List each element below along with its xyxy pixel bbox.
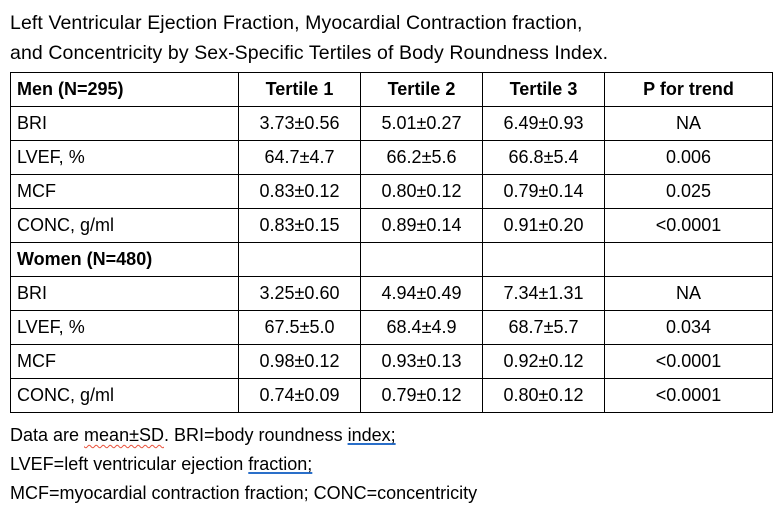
results-table bbox=[10, 72, 773, 413]
table-row bbox=[11, 345, 773, 379]
cell-tertile-1: 3.25±0.60 bbox=[239, 277, 361, 311]
table-row bbox=[11, 277, 773, 311]
footnote-1-text-a: Data are bbox=[10, 425, 85, 445]
column-header-p-for-trend: P for trend bbox=[605, 73, 773, 107]
cell-tertile-3: 66.8±5.4 bbox=[483, 141, 605, 175]
cell-tertile-1: 0.74±0.09 bbox=[239, 379, 361, 413]
table-row bbox=[11, 107, 773, 141]
cell-tertile-1: 3.73±0.56 bbox=[239, 107, 361, 141]
cell-p-value: <0.0001 bbox=[605, 379, 773, 413]
cell-tertile-1: 0.83±0.12 bbox=[239, 175, 361, 209]
table-group-row-women bbox=[11, 243, 773, 277]
footnote-line-2 bbox=[10, 450, 772, 479]
table-row bbox=[11, 175, 773, 209]
table-header-row bbox=[11, 73, 773, 107]
row-label: CONC, g/ml bbox=[11, 379, 239, 413]
cell-tertile-2: 0.80±0.12 bbox=[361, 175, 483, 209]
cell-tertile-2: 68.4±4.9 bbox=[361, 311, 483, 345]
row-label: LVEF, % bbox=[11, 311, 239, 345]
page-title bbox=[10, 8, 772, 68]
row-label: MCF bbox=[11, 345, 239, 379]
footnote-1-underlined-term: index; bbox=[347, 425, 396, 445]
cell-p-value: <0.0001 bbox=[605, 209, 773, 243]
cell-tertile-1: 67.5±5.0 bbox=[239, 311, 361, 345]
row-label: BRI bbox=[11, 107, 239, 141]
cell-tertile-2: 0.93±0.13 bbox=[361, 345, 483, 379]
row-label: CONC, g/ml bbox=[11, 209, 239, 243]
footnote-1-misspelled-term: mean±SD bbox=[84, 425, 164, 445]
cell-tertile-1: 64.7±4.7 bbox=[239, 141, 361, 175]
cell-empty bbox=[605, 243, 773, 277]
page-title-line-2: and Concentricity by Sex-Specific Tertiles of Body Roundness Index. bbox=[10, 42, 609, 64]
group-label-women: Women (N=480) bbox=[11, 243, 239, 277]
column-header-tertile-3: Tertile 3 bbox=[483, 73, 605, 107]
cell-empty bbox=[239, 243, 361, 277]
cell-p-value: NA bbox=[605, 277, 773, 311]
cell-tertile-1: 0.98±0.12 bbox=[239, 345, 361, 379]
cell-empty bbox=[361, 243, 483, 277]
row-label: LVEF, % bbox=[11, 141, 239, 175]
footnote-line-3: MCF=myocardial contraction fraction; CONC=concentricity bbox=[10, 483, 478, 503]
cell-tertile-3: 0.92±0.12 bbox=[483, 345, 605, 379]
cell-tertile-2: 4.94±0.49 bbox=[361, 277, 483, 311]
cell-tertile-3: 68.7±5.7 bbox=[483, 311, 605, 345]
footnote-2-underlined-term: fraction; bbox=[248, 454, 313, 474]
cell-p-value: 0.006 bbox=[605, 141, 773, 175]
column-header-group: Men (N=295) bbox=[11, 73, 239, 107]
table-row bbox=[11, 311, 773, 345]
cell-p-value: 0.034 bbox=[605, 311, 773, 345]
cell-tertile-1: 0.83±0.15 bbox=[239, 209, 361, 243]
cell-p-value: NA bbox=[605, 107, 773, 141]
footnote-2-text-a: LVEF=left ventricular ejection bbox=[10, 454, 249, 474]
row-label: BRI bbox=[11, 277, 239, 311]
cell-tertile-2: 0.89±0.14 bbox=[361, 209, 483, 243]
column-header-tertile-1: Tertile 1 bbox=[239, 73, 361, 107]
row-label: MCF bbox=[11, 175, 239, 209]
cell-tertile-3: 7.34±1.31 bbox=[483, 277, 605, 311]
cell-tertile-2: 66.2±5.6 bbox=[361, 141, 483, 175]
cell-tertile-3: 0.80±0.12 bbox=[483, 379, 605, 413]
cell-p-value: 0.025 bbox=[605, 175, 773, 209]
table-row bbox=[11, 209, 773, 243]
table-row bbox=[11, 379, 773, 413]
table-footnotes bbox=[10, 421, 772, 508]
footnote-line-1 bbox=[10, 421, 772, 450]
page-title-line-1: Left Ventricular Ejection Fraction, Myocardial Contraction fraction, bbox=[10, 12, 583, 34]
footnote-1-text-b: . BRI=body roundness bbox=[163, 425, 348, 445]
cell-tertile-3: 0.79±0.14 bbox=[483, 175, 605, 209]
cell-empty bbox=[483, 243, 605, 277]
cell-tertile-3: 6.49±0.93 bbox=[483, 107, 605, 141]
table-row bbox=[11, 141, 773, 175]
column-header-tertile-2: Tertile 2 bbox=[361, 73, 483, 107]
cell-p-value: <0.0001 bbox=[605, 345, 773, 379]
cell-tertile-3: 0.91±0.20 bbox=[483, 209, 605, 243]
cell-tertile-2: 5.01±0.27 bbox=[361, 107, 483, 141]
cell-tertile-2: 0.79±0.12 bbox=[361, 379, 483, 413]
